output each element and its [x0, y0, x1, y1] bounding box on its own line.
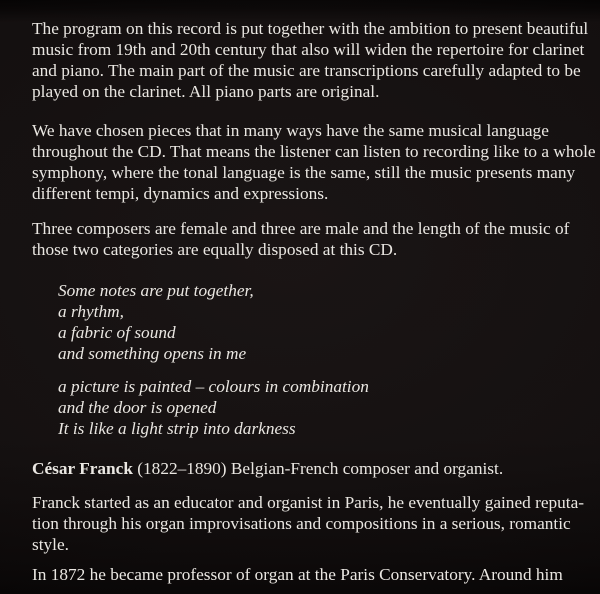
intro-paragraph-3: Three composers are female and three are male and the length of the music of those two categories are equally disposed at this CD.: [32, 219, 570, 259]
composer-heading: [32, 458, 590, 479]
intro-paragraph-1: The program on this record is put together with the ambition to present beautiful music from 19th and 20th century that also will widen the repertoire for clarinet and piano. The main part of the music are transcriptions carefully adapted to be played on the clarinet. All piano parts are original.: [32, 19, 589, 101]
poem-stanza-1: Some notes are put together, a rhythm, a fabric of sound and something opens in me: [58, 281, 254, 363]
poem: [58, 280, 590, 439]
composer-dates-role: (1822–1890) Belgian-French composer and organist.: [132, 459, 504, 478]
composer-paragraph-2: In 1872 he became professor of organ at the Paris Conservatory. Around him: [32, 565, 563, 584]
composer-name: César Franck: [32, 459, 133, 478]
composer-paragraph-1: Franck started as an educator and organist in Paris, he eventually gained reputa- tion through his organ improvisations and compositions in a serious, romantic style.: [32, 493, 585, 554]
poem-stanza-2: a picture is painted – colours in combination and the door is opened It is like a light strip into darkness: [58, 377, 369, 438]
intro-paragraph-2: We have chosen pieces that in many ways have the same musical language throughout the CD. That means the listener can listen to recording like to a whole symphony, where the tonal language is the same, still the music presents many different tempi, dynamics and expressions.: [32, 121, 596, 203]
